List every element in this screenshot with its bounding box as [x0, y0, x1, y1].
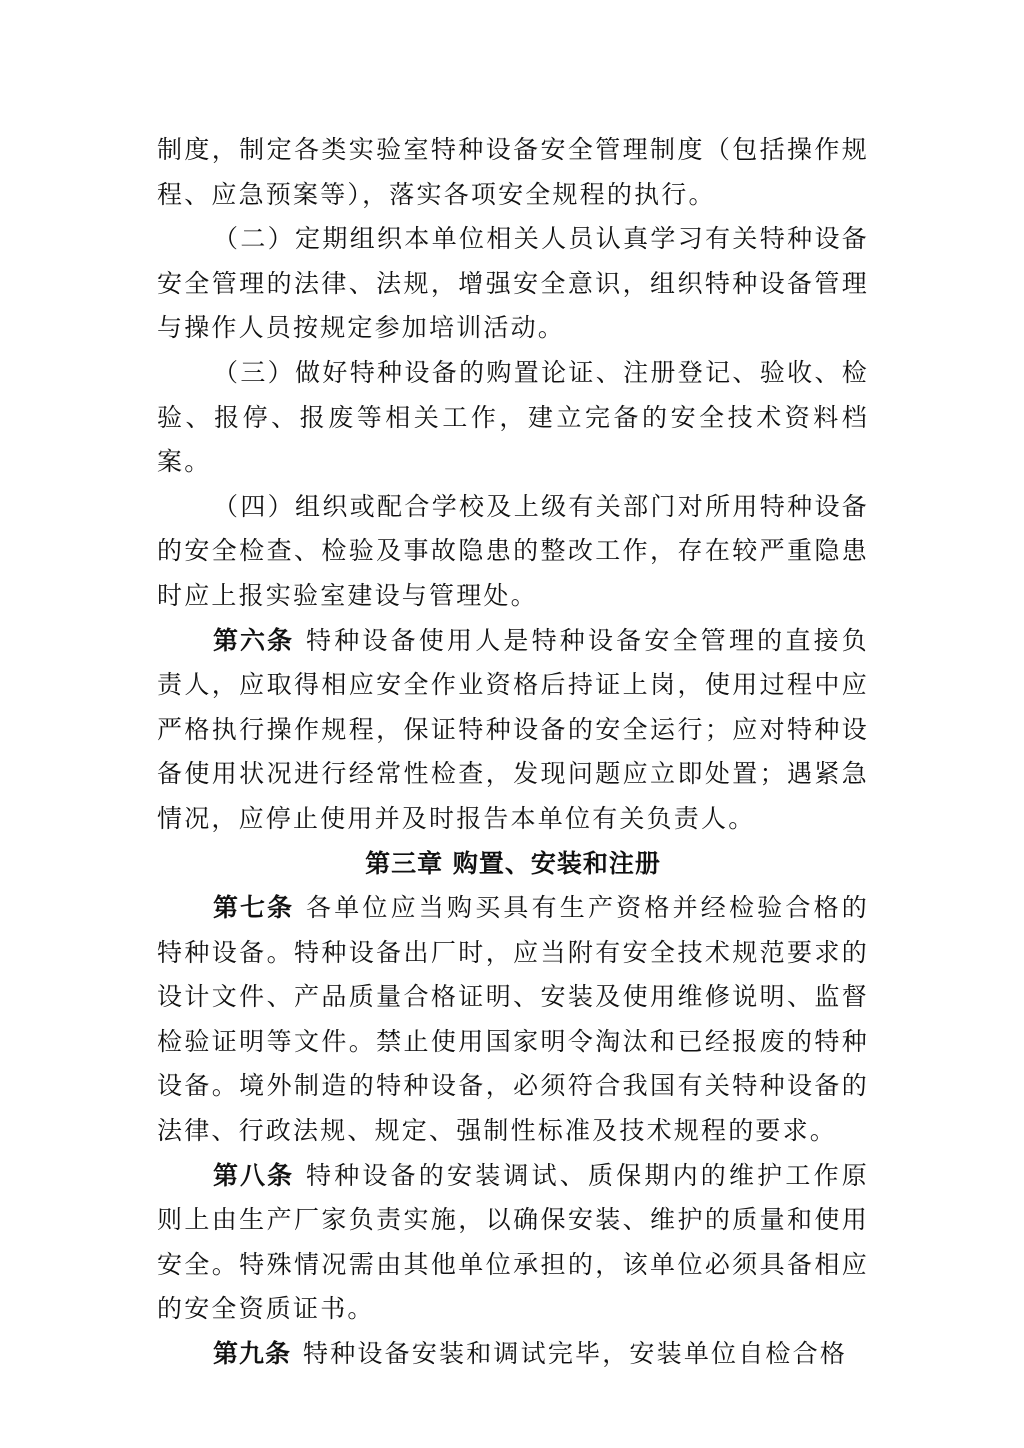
article-text: 特种设备安装和调试完毕，安装单位自检合格 — [303, 1339, 848, 1369]
article-number: 第八条 — [213, 1160, 294, 1190]
paragraph-item-3 — [157, 351, 869, 485]
article-7 — [157, 886, 869, 1154]
article-8 — [157, 1154, 869, 1332]
article-number: 第六条 — [213, 625, 294, 655]
paragraph-text: （三）做好特种设备的购置论证、注册登记、验收、检验、报停、报废等相关工作，建立完备的安全技术资料档案。 — [157, 357, 869, 477]
paragraph-item-4 — [157, 485, 869, 619]
paragraph-continuation — [157, 128, 869, 217]
chapter-heading: 第三章 购置、安装和注册 — [365, 848, 661, 878]
article-6 — [157, 619, 869, 842]
article-text: 各单位应当购买具有生产资格并经检验合格的特种设备。特种设备出厂时，应当附有安全技术规范要求的设计文件、产品质量合格证明、安装及使用维修说明、监督检验证明等文件。禁止使用国家明令淘汰和已经报废的特种设备。境外制造的特种设备，必须符合我国有关特种设备的法律、行政法规、规定、强制性标准及技术规程的要求。 — [157, 893, 869, 1146]
paragraph-text: （二）定期组织本单位相关人员认真学习有关特种设备安全管理的法律、法规，增强安全意识，组织特种设备管理与操作人员按规定参加培训活动。 — [157, 224, 869, 343]
article-9 — [157, 1332, 869, 1377]
article-text: 特种设备的安装调试、质保期内的维护工作原则上由生产厂家负责实施，以确保安装、维护的质量和使用安全。特殊情况需由其他单位承担的，该单位必须具备相应的安全资质证书。 — [157, 1160, 869, 1324]
paragraph-text: （四）组织或配合学校及上级有关部门对所用特种设备的安全检查、检验及事故隐患的整改工作，存在较严重隐患时应上报实验室建设与管理处。 — [157, 491, 869, 610]
document-page — [157, 128, 869, 1377]
article-number: 第七条 — [213, 893, 294, 923]
paragraph-text: 制度，制定各类实验室特种设备安全管理制度（包括操作规程、应急预案等），落实各项安全规程的执行。 — [157, 135, 869, 209]
article-number: 第九条 — [213, 1339, 292, 1369]
paragraph-item-2 — [157, 217, 869, 351]
article-text: 特种设备使用人是特种设备安全管理的直接负责人，应取得相应安全作业资格后持证上岗，使用过程中应严格执行操作规程，保证特种设备的安全运行；应对特种设备使用状况进行经常性检查，发现问题应立即处置；遇紧急情况，应停止使用并及时报告本单位有关负责人。 — [157, 625, 869, 833]
